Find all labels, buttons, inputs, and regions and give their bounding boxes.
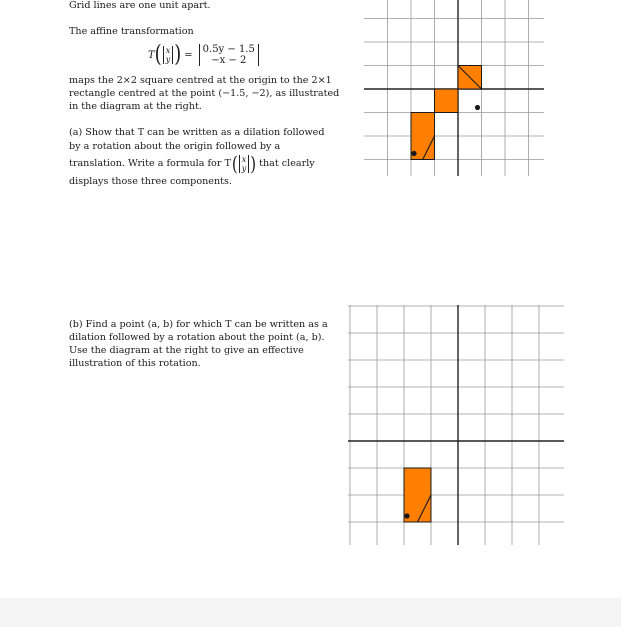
formula-input-bottom: y	[165, 55, 171, 64]
diagram-a-grid	[364, 0, 544, 176]
formula-function-name: T	[148, 49, 155, 61]
part-a-line-3-before: translation. Write a formula for T	[69, 158, 231, 170]
map-text-line-2: rectangle centred at the point (−1.5, −2), as illustrated	[69, 88, 340, 99]
part-a-line-4: displays those three components.	[69, 176, 232, 187]
formula-output-top: 0.5y − 1.5	[202, 44, 255, 55]
formula-input-vector	[163, 46, 174, 64]
part-b-line-1: (b) Find a point (a, b) for which T can be written as a	[69, 319, 328, 330]
affine-intro: The affine transformation	[69, 26, 194, 37]
grid-note: Grid lines are one unit apart.	[69, 0, 211, 11]
formula-output-vector	[199, 44, 259, 66]
diagram-a-axes	[364, 0, 544, 176]
diagram-a-gridlines	[364, 0, 544, 176]
part-b-line-3: Use the diagram at the right to give an effective	[69, 345, 304, 356]
diagram-b-gridlines	[348, 305, 564, 545]
part-a-line-2: by a rotation about the origin followed by a	[69, 141, 281, 152]
part-a-inline-vector	[239, 155, 250, 173]
part-b-line-2: dilation followed by a rotation about the point (a, b).	[69, 332, 325, 343]
diagram-b-axes	[348, 305, 564, 545]
diagram-b-shapes	[404, 468, 431, 522]
image-rectangle-corner-dot	[404, 513, 409, 518]
map-text-line-3: in the diagram at the right.	[69, 101, 202, 112]
part-a-vec-top: x	[241, 155, 247, 164]
part-a-line-3-after: that clearly	[259, 158, 315, 170]
formula-input-top: x	[165, 46, 171, 55]
diagram-b-grid	[348, 305, 564, 545]
transformed-square-corner-dot	[475, 105, 480, 110]
part-b-line-4: illustration of this rotation.	[69, 358, 201, 369]
part-a-line-3: translation. Write a formula for T ( x y ) that clearly	[69, 152, 315, 176]
formula-equals: =	[184, 49, 193, 61]
transformed-square	[435, 66, 482, 113]
map-text-line-1: maps the 2×2 square centred at the origin to the 2×1	[69, 75, 332, 86]
part-a-line-1: (a) Show that T can be written as a dilation followed	[69, 127, 325, 138]
image-rectangle-corner-dot	[411, 151, 416, 156]
part-a-vec-bottom: y	[241, 164, 247, 173]
formula-output-bottom: −x − 2	[211, 55, 247, 66]
page-footer-band	[0, 598, 621, 627]
affine-formula: T ( x y ) = 0.5y − 1.5 −x − 2	[148, 40, 259, 70]
